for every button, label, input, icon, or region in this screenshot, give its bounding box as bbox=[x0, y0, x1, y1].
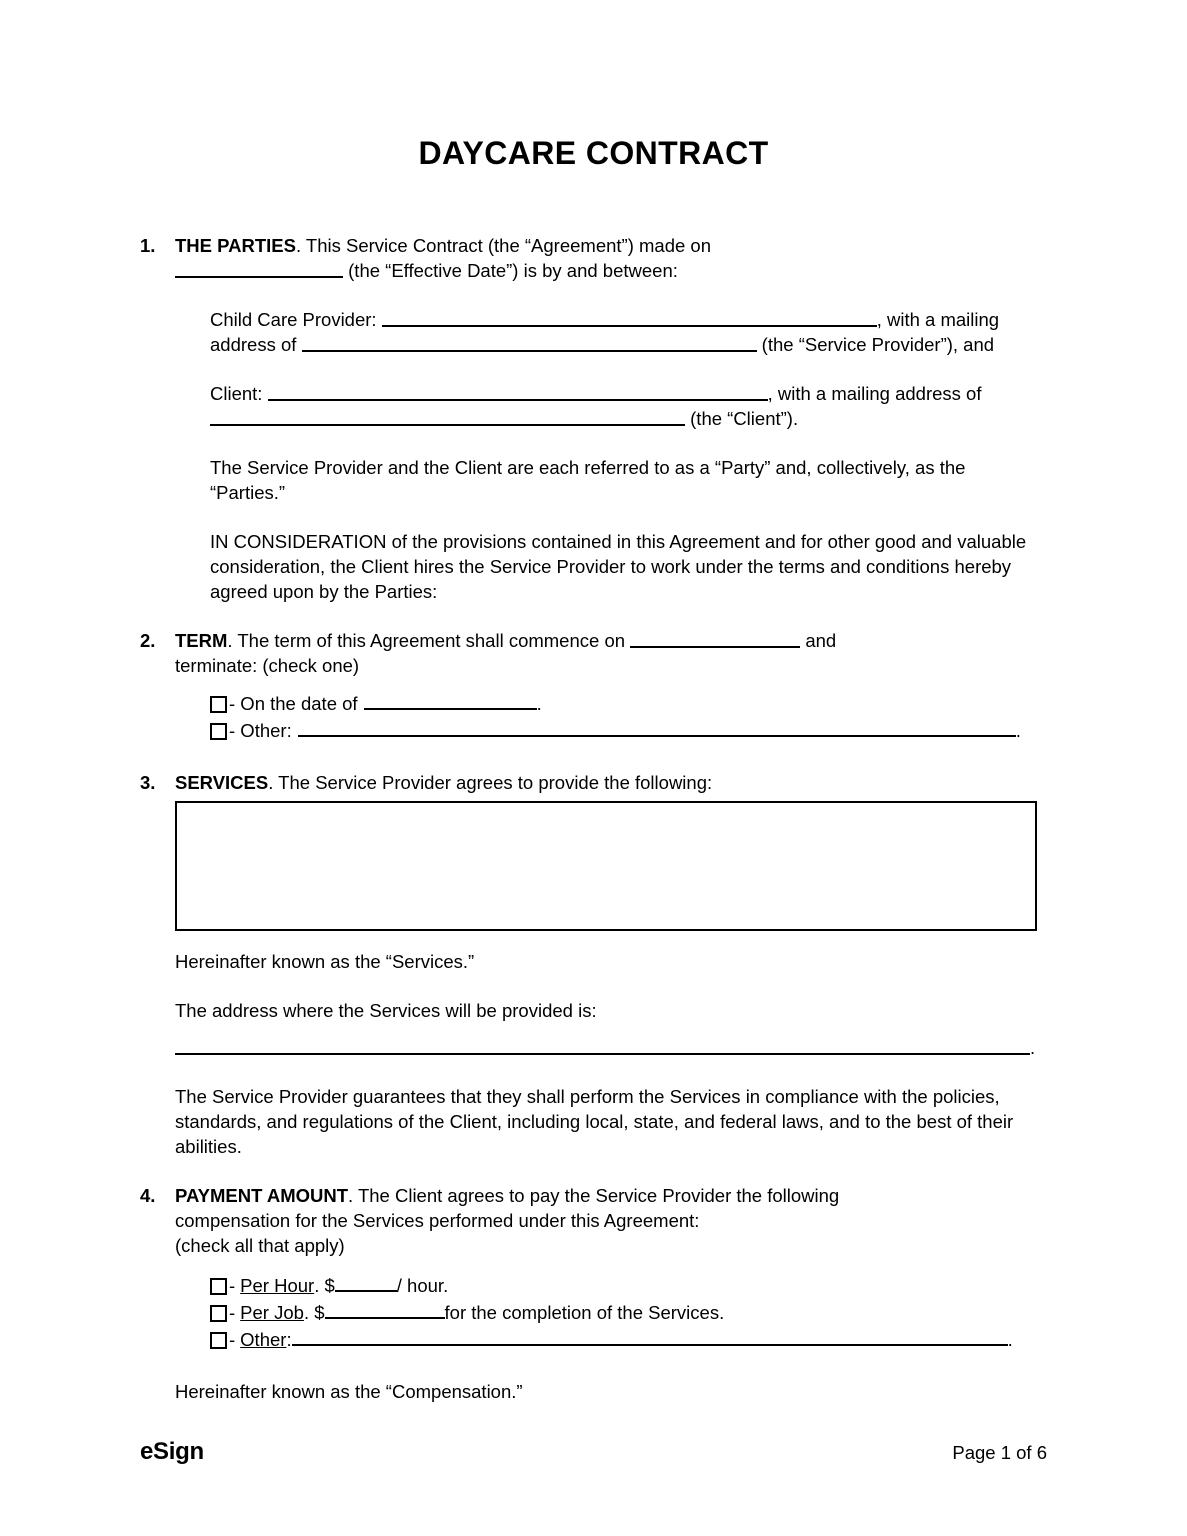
term-other-period: . bbox=[1015, 720, 1021, 741]
provider-line bbox=[210, 307, 1040, 332]
effective-date-tail: (the “Effective Date”) is by and between: bbox=[348, 260, 678, 281]
provider-address-blank[interactable] bbox=[302, 333, 757, 352]
section-3-line1 bbox=[175, 770, 1040, 795]
services-guarantee-paragraph: The Service Provider guarantees that they shall perform the Services in compliance with the policies, standards, and regulations of the Client, including local, state, and federal laws, and to the best of their abilities. bbox=[175, 1086, 1014, 1157]
payment-per-job-tail: for the completion of the Services. bbox=[444, 1302, 725, 1323]
term-options bbox=[175, 690, 1040, 744]
payment-per-job-label: Per Job bbox=[240, 1302, 304, 1323]
page-title: DAYCARE CONTRACT bbox=[418, 135, 769, 171]
payment-per-job-dash: - bbox=[229, 1302, 236, 1323]
checkbox-icon[interactable] bbox=[210, 1332, 227, 1349]
payment-per-job-currency: . $ bbox=[303, 1302, 325, 1323]
section-payment-amount bbox=[140, 1183, 1040, 1404]
document-body bbox=[140, 233, 1040, 1428]
term-on-date-blank[interactable] bbox=[364, 691, 537, 710]
term-option-other-label: - Other: bbox=[229, 720, 292, 741]
section-services bbox=[140, 770, 1040, 1159]
section-1-effective-date-line bbox=[175, 258, 1040, 283]
commence-date-blank[interactable] bbox=[630, 629, 800, 648]
section-4-line1 bbox=[175, 1183, 1040, 1208]
payment-option-other[interactable] bbox=[210, 1326, 1040, 1353]
payment-per-hour-blank[interactable] bbox=[335, 1273, 397, 1292]
payment-hereinafter: Hereinafter known as the “Compensation.” bbox=[175, 1381, 523, 1402]
payment-other-blank[interactable] bbox=[292, 1327, 1008, 1346]
section-2-text-before-blank: . The term of this Agreement shall commence on bbox=[227, 630, 626, 651]
services-address-period: . bbox=[1030, 1037, 1036, 1058]
checkbox-icon[interactable] bbox=[210, 1305, 227, 1322]
parties-paragraph: The Service Provider and the Client are each referred to as a “Party” and, collectively, as the “Parties.” bbox=[210, 457, 966, 503]
section-3-number: 3. bbox=[140, 772, 156, 793]
payment-other-period: . bbox=[1007, 1329, 1013, 1350]
term-option-on-date-label: - On the date of bbox=[229, 693, 358, 714]
checkbox-icon[interactable] bbox=[210, 723, 227, 740]
term-option-on-date[interactable] bbox=[210, 690, 1040, 717]
provider-address-line bbox=[210, 332, 1040, 357]
services-address-line bbox=[175, 1035, 1040, 1060]
payment-other-dash: - bbox=[229, 1329, 236, 1350]
section-the-parties bbox=[140, 233, 1040, 604]
services-address-intro: The address where the Services will be provided is: bbox=[175, 1000, 597, 1021]
page-footer bbox=[140, 1438, 1047, 1466]
section-2-text-after-blank: and bbox=[805, 630, 837, 651]
section-4-heading: PAYMENT AMOUNT bbox=[175, 1185, 349, 1206]
section-4-line3: (check all that apply) bbox=[175, 1235, 345, 1256]
services-hereinafter: Hereinafter known as the “Services.” bbox=[175, 951, 475, 972]
section-1-number: 1. bbox=[140, 235, 156, 256]
section-4-text-line1: . The Client agrees to pay the Service Provider the following bbox=[348, 1185, 840, 1206]
payment-per-job-blank[interactable] bbox=[325, 1300, 445, 1319]
section-1-intro bbox=[175, 233, 1040, 258]
client-label: Client: bbox=[210, 383, 263, 404]
section-3-text: . The Service Provider agrees to provide the following: bbox=[268, 772, 713, 793]
term-option-other[interactable] bbox=[210, 717, 1040, 744]
payment-option-per-hour[interactable] bbox=[210, 1272, 1040, 1299]
payment-per-hour-currency: . $ bbox=[314, 1275, 335, 1296]
payment-per-hour-tail: / hour. bbox=[396, 1275, 449, 1296]
payment-options bbox=[175, 1272, 1040, 1353]
checkbox-icon[interactable] bbox=[210, 696, 227, 713]
provider-address-tail: (the “Service Provider”), and bbox=[761, 334, 995, 355]
consideration-paragraph: IN CONSIDERATION of the provisions contained in this Agreement and for other good and valuable consideration, the Client hires the Service Provider to work under the terms and conditions hereby agreed upon by the Parties: bbox=[210, 531, 1027, 602]
payment-other-colon: : bbox=[286, 1329, 292, 1350]
page-number-label: Page 1 of 6 bbox=[952, 1442, 1047, 1463]
parties-details bbox=[175, 307, 1040, 604]
provider-tail: , with a mailing bbox=[876, 309, 1000, 330]
client-name-blank[interactable] bbox=[268, 382, 768, 401]
section-2-number: 2. bbox=[140, 630, 156, 651]
client-address-blank[interactable] bbox=[210, 407, 685, 426]
services-address-blank[interactable] bbox=[175, 1036, 1030, 1055]
provider-address-label: address of bbox=[210, 334, 297, 355]
section-2-heading: TERM bbox=[175, 630, 228, 651]
section-4-line2: compensation for the Services performed under this Agreement: bbox=[175, 1210, 700, 1231]
section-2-line1 bbox=[175, 628, 1040, 653]
provider-name-blank[interactable] bbox=[382, 308, 877, 327]
client-address-line bbox=[210, 406, 1040, 431]
effective-date-blank[interactable] bbox=[175, 259, 343, 278]
term-other-blank[interactable] bbox=[298, 718, 1016, 737]
section-2-line2: terminate: (check one) bbox=[175, 655, 360, 676]
term-on-date-period: . bbox=[536, 693, 542, 714]
payment-per-hour-label: Per Hour bbox=[240, 1275, 315, 1296]
client-address-tail: (the “Client”). bbox=[690, 408, 799, 429]
provider-label: Child Care Provider: bbox=[210, 309, 377, 330]
section-4-number: 4. bbox=[140, 1185, 156, 1206]
client-line bbox=[210, 381, 1040, 406]
section-term bbox=[140, 628, 1040, 744]
section-1-intro-text: . This Service Contract (the “Agreement”) made on bbox=[295, 235, 712, 256]
payment-option-per-job[interactable] bbox=[210, 1299, 1040, 1326]
payment-per-hour-dash: - bbox=[229, 1275, 236, 1296]
checkbox-icon[interactable] bbox=[210, 1278, 227, 1295]
esign-logo: eSign bbox=[140, 1438, 204, 1465]
services-description-textbox[interactable] bbox=[175, 801, 1037, 931]
client-tail: , with a mailing address of bbox=[767, 383, 982, 404]
section-3-heading: SERVICES bbox=[175, 772, 269, 793]
payment-other-label: Other bbox=[240, 1329, 287, 1350]
section-1-heading: THE PARTIES bbox=[175, 235, 296, 256]
